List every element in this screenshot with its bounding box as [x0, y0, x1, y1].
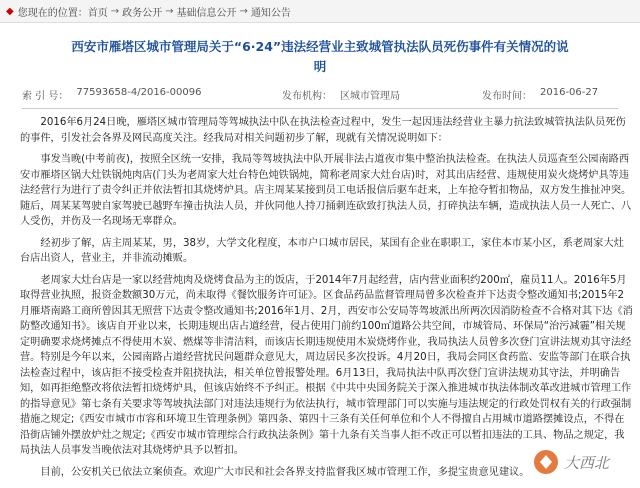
paragraph-3: 经初步了解，店主周某某，男，38岁，大学文化程度，本市户口城市居民，某国有企业在职职工，家住本市某小区，系老周家大灶台店出资人，营业主，并非流动摊贩。: [20, 237, 624, 264]
paragraph-1: 2016年6月24日晚，雁塔区城市管理局等驾城执法中队在执法检查过程中，发生一起因违法经营业主暴力抗法致城管执法队员死伤的事件，引发社会各界及网民高度关注。经我局对相关问题初步了解，现就有关情况说明如下：: [20, 117, 626, 144]
breadcrumb-prefix: 您现在的位置：: [17, 7, 88, 19]
date-value: 2016-06-27: [540, 87, 599, 98]
publisher: [282, 87, 482, 102]
index-label: 索 引 号：: [22, 91, 69, 102]
index-value: 77593658-4/2016-00096: [76, 87, 202, 98]
index-number: [22, 87, 282, 102]
article-title: 西安市雁塔区城市管理局关于“6·24”违法经营业主致城管执法队员死伤事件有关情况的说明: [71, 39, 569, 74]
breadcrumb-separator: →: [110, 5, 120, 17]
publisher-label: 发布机构：: [282, 91, 332, 102]
paragraph-4: 老周家大灶台店是一家以经营炖肉及烧烤食品为主的饭店，于2014年7月起经营，店内营业面积约200㎡，雇员11人。2016年5月取得营业执照，报资金数额30万元，尚未取得《餐饮服务许可证》。区食品药品监督管理局曾多次检查并下达责令整改通知书;2015年2月雁塔南路工商所曾因其无照营下达责令整改通知书;2016年1月、2月，西安市公安局等驾坡派出所两次因消防检查不合格对其下达《消防整改通知书》。该店自开业以来，长期违规出店占道经营，侵占使用门前约100㎡道路公共空间，市城管局、环保局“治污减霾”相关规定明确要求烧烤摊点不得使用木炭、燃煤等非清洁料，而该店长期违规使用木炭烧烤作业，我局执法人员曾多次登门宣讲法规劝其守法经营。特别是今年以来，公园南路占道经营扰民问题群众意见大，周边居民多次投诉。4月20日，我局会同区食药监、安监等部门在联合执法检查过程中，该店拒不接受检查并阻挠执法，相关单位曾报警处理。6月13日，我局执法中队再次登门宣讲法规劝其守法，并明确告知，如再拒绝整改将依法暂扣烧烤炉具，但该店始终不予纠正。根据《中共中央国务院关于深入推进城市执法体制改革改进城市管理工作的指导意见》第七条有关要求等驾坡执法部门对违法违规行为依法执行，城市管理部门可以实施与违法规定的行政处罚权有关的行政强制措施之规定;《西安市城市市容和环境卫生管理条例》第四条、第四十三条有关任何单位和个人不得擅自占用城市道路摆摊设点，不得在沿街店铺外摆放炉灶之规定;《西安市城市管理综合行政执法条例》第十九条有关当事人拒不改正可以暂扣违法的工具、物品之规定，我局执法人员事发当晚依法对其烧烤炉具予以暂扣。: [20, 274, 633, 456]
breadcrumb-gov-affairs-link[interactable]: 政务公开: [122, 7, 163, 19]
breadcrumb-separator: →: [239, 5, 248, 17]
location-pin-icon: ◆: [6, 5, 14, 17]
publisher-value: 区城市管理局: [340, 91, 400, 102]
paragraph-2: 事发当晚(中考前夜)，按照全区统一安排，我局等驾坡执法中队开展非法占道夜市集中整治执法检查。在执法人员巡查至公园南路西安市雁塔区锅大灶铁锅炖肉店(门头为老周家大灶台特色炖铁锅炖，简称老周家大灶台店)时，对其出店经营、违规使用炭火烧烤炉具等违法经营行为进行了责令纠正并依法暂扣其烧烤炉具。店主周某某接到员工电话报信后驱车赶来，上车抢夺暂扣物品，双方发生推扯冲突。随后，周某某驾驶自家驾驶已越野车撞击执法人员，并伙同他人持刀捅刺连砍致打执法人员，打碎执法车辆，造成执法人员一人死亡、八人受伤，并伤及一名现场无辜群众。: [20, 154, 632, 227]
paragraph-5: 目前，公安机关已依法立案侦查。欢迎广大市民和社会各界支持监督我区城市管理工作，多提宝贵意见建议。: [40, 466, 530, 478]
article-meta: [22, 87, 618, 109]
publish-date: [482, 87, 598, 102]
watermark-text: 大西北: [564, 454, 610, 472]
breadcrumb-home-link[interactable]: 首页: [87, 7, 108, 19]
watermark-logo: [530, 442, 634, 482]
breadcrumb: [0, 0, 640, 23]
breadcrumb-basic-info-link[interactable]: 基础信息公开: [176, 7, 237, 19]
breadcrumb-separator: →: [165, 5, 174, 17]
article-body: [20, 115, 634, 480]
date-label: 发布时间：: [482, 91, 532, 102]
breadcrumb-notice-link[interactable]: 通知公告: [250, 7, 291, 19]
